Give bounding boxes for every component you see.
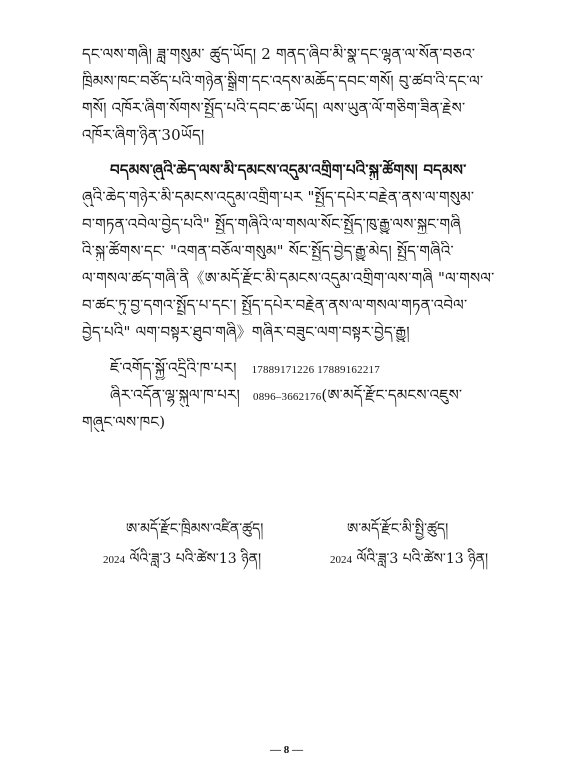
signature-right-date <box>330 550 488 569</box>
signature-right-date-text: ལོའི་ཟླ་3 པའི་ཚེས་13 ཉིན། <box>356 551 489 567</box>
paragraph-1-line-1: དང་ལས་གཞི། ཟླ་གསུམ་ ཚུད་ཡོད། 2 གནད་ཞིབ་མི་སྣ་དང་ལྷན་ལ་སོན་བཅའ་ <box>82 45 476 63</box>
supervision-suffix: (ཨ་མདོ་རྫོང་དམངས་འཇུས་ <box>321 386 463 404</box>
paragraph-2-line-6: བ་ཚང་ཏུ་བྱ་དགའ་སྤྲོད་པ་དང་། སྤྱོད་དཔེར་བརྗེན་ནས་ལ་གསལ་གཏན་འབེལ་ <box>82 296 468 314</box>
paragraph-5-line: གཞུང་ལས་ཁང) <box>82 413 166 431</box>
page-number: — 8 — <box>270 744 303 756</box>
paragraph-2-heading: བདམས་ཞུའི་ཆེད་ལས་མི་དམངས་འདུམ་འགྲིག་པའི་སྐུ་ཚོགས། བདམས་ <box>110 161 467 179</box>
signature-left-date-text: ལོའི་ཟླ་3 པའི་ཚེས་13 ཉིན། <box>129 551 262 567</box>
signature-right-year: 2024 <box>330 554 352 566</box>
signature-left-org: ཨ་མདོ་རྫོང་ཁྲིམས་འཛིན་ཚུད། <box>126 521 264 537</box>
hotline-row <box>110 358 502 380</box>
paragraph-1-line-3: གསོ། འཁོར་ཞིག་སོགས་སྤྱོད་པའི་དབང་ཆ་ཡོད། ལས་ཡུན་ལོ་གཅིག་ཟིན་རྗེས་ <box>82 99 466 117</box>
signature-left-year: 2024 <box>103 554 125 566</box>
paragraph-2-line-7: བྱེད་པའི" ལག་བསྟར་ཐུབ་གཞི》གཞིར་བཟུང་ལག་བསྟར་བྱེད་རྒྱུ། <box>82 323 410 341</box>
supervision-row <box>110 385 502 407</box>
supervision-label: ཞིར་འདོན་ལྷ་སྐུལ་ཁ་པར། <box>110 386 241 404</box>
hotline-numbers: 17889171226 17889162217 <box>251 364 380 376</box>
signature-left-date <box>103 550 261 569</box>
paragraph-1-line-4: འཁོར་ཞིག་ཉིན་30ཡོད། <box>82 126 205 144</box>
paragraph-2-line-5: ལ་གསལ་ཚད་གཞི་ནི《ཨ་མདོ་རྫོང་མི་དམངས་འདུམ་འགྲིག་ལས་གཞི "ལ་གསལ་ <box>82 269 495 287</box>
paragraph-2-line-3: བ་གཏན་འབེལ་བྱེད་པའི" སྤྱོད་གཞིའི་ལ་གསལ་སོང་སྤྱོད་ཁུ་རྒྱུ་ལས་སྐྱང་གཞི <box>82 215 461 233</box>
paragraph-2-line-2: ཞུའི་ཆེད་གཉེར་མི་དམངས་འདུམ་འགྲིག་པར "སྤྱོད་དཔེར་བརྗེན་ནས་ལ་གསུམ་ <box>82 188 475 206</box>
paragraph-2-line-4: འི་སྐུ་ཚོགས་དང་ "འགན་བཅོལ་གསུམ" སོང་སྤྱོད་བྱེད་རྒྱུ་མེད། སྤྱོད་གཞིའི་ <box>82 242 454 260</box>
hotline-label: ཇོ་འགོད་སྐྱོ་འདྲིའི་ཁ་པར། <box>110 359 237 377</box>
paragraph-1-line-2: ཁྲིམས་ཁང་བཙོད་པའི་གཉེན་སྒྲིག་དང་འདས་མཆོད་དབང་གསོ། བུ་ཚབ་འི་དང་ལ་ <box>82 72 484 90</box>
supervision-number: 0896–3662176 <box>253 391 322 403</box>
signature-right-org: ཨ་མདོ་རྫོང་མི་སྤྱི་ཚུད། <box>347 521 449 537</box>
